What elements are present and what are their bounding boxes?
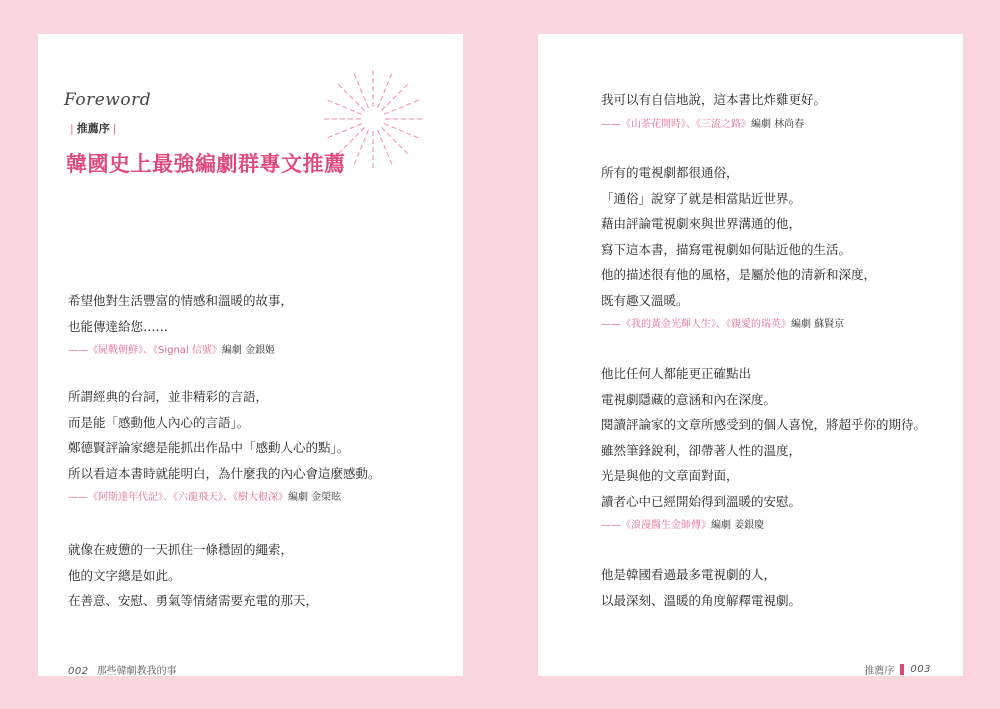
left-page <box>38 34 463 676</box>
starburst-ray <box>378 71 393 108</box>
author-credit <box>68 486 458 510</box>
recommendation-block <box>68 384 458 510</box>
credit-author: 編劇 金榮眩 <box>288 492 342 503</box>
author-credit <box>601 113 961 137</box>
right-page <box>538 34 963 676</box>
body-line: 既有趣又溫暖。 <box>601 292 689 308</box>
starburst-ray <box>378 130 393 167</box>
page-footer <box>68 662 177 677</box>
body-line: 藉由評論電視劇來與世界溝通的他， <box>601 216 802 231</box>
body-line: 閱讀評論家的文章所感受到的個人喜悅，將超乎你的期待。 <box>601 417 927 432</box>
body-line: 鄭德賢評論家總是能抓出作品中「感動人心的點」。 <box>68 440 350 455</box>
recommendation-block <box>601 160 961 337</box>
credit-works: ——《阿斯達年代記》、《六龍飛天》、《樹大根深》 <box>68 492 288 503</box>
body-line: 以最深刻、溫暖的角度解釋電視劇。 <box>601 592 802 608</box>
author-credit <box>601 313 961 337</box>
body-line: 所謂經典的台詞，並非精彩的言語， <box>68 389 269 404</box>
body-line: 希望他對生活豐富的情感和溫暖的故事， <box>68 293 294 308</box>
credit-works: ——《浪漫醫生金師傅》 <box>601 520 711 531</box>
starburst-ray <box>353 71 368 108</box>
body-line: 所有的電視劇都很通俗， <box>601 165 739 180</box>
foreword-heading: Foreword <box>64 90 152 110</box>
body-line: 光是與他的文章面對面， <box>601 468 739 483</box>
author-credit <box>68 339 458 363</box>
recommendation-block <box>68 288 458 363</box>
author-credit <box>601 514 961 538</box>
recommendation-block <box>68 537 458 614</box>
credit-works: ——《我的黃金光輝人生》、《親愛的瑞英》 <box>601 319 791 330</box>
credit-author: 編劇 金銀姬 <box>221 345 276 356</box>
page-number: 002 <box>68 666 89 677</box>
body-line: 所以看這本書時就能明白，為什麼我的內心會這麼感動。 <box>68 465 381 481</box>
body-line: 也能傳達給您…… <box>68 318 169 334</box>
starburst-ray <box>384 124 421 139</box>
body-line: 讀者心中已經開始得到溫暖的安慰。 <box>601 493 802 509</box>
body-line: 寫下這本書，描寫電視劇如何貼近他的生活。 <box>601 241 852 257</box>
running-section: 推薦序 <box>864 666 895 677</box>
body-line: 他的文字總是如此。 <box>68 567 181 583</box>
credit-author: 編劇 姜銀慶 <box>711 520 765 531</box>
credit-author: 編劇 蘇賢京 <box>791 319 845 330</box>
starburst-ray <box>384 99 421 114</box>
divider-bar: | <box>70 122 74 135</box>
credit-works: ——《屍戰朝鮮》、《Signal 信號》 <box>68 345 222 356</box>
body-line: 就像在疲憊的一天抓住一條穩固的繩索， <box>68 542 294 557</box>
body-line: 我可以有自信地說，這本書比炸雞更好。 <box>601 92 827 107</box>
section-label <box>67 120 119 136</box>
recommendation-block <box>601 361 961 538</box>
body-line: 而是能「感動他人內心的言語」。 <box>68 414 250 430</box>
recommendation-block <box>601 87 961 137</box>
starburst-ray <box>336 82 364 110</box>
page-footer <box>864 662 931 677</box>
section-label-text: 推薦序 <box>76 122 110 135</box>
starburst-ray <box>381 127 409 155</box>
page-number: 003 <box>910 664 931 675</box>
body-line: 他是韓國看過最多電視劇的人， <box>601 567 777 582</box>
starburst-ray <box>325 99 362 114</box>
body-line: 電視劇隱藏的意涵和內在深度。 <box>601 391 777 407</box>
body-line: 他的描述很有他的風格，是屬於他的清新和深度， <box>601 267 877 282</box>
section-marker <box>900 664 904 675</box>
running-title: 那些韓劇教我的事 <box>96 666 177 677</box>
starburst-ray <box>353 130 368 167</box>
page-headline: 韓國史上最強編劇群專文推薦 <box>66 152 346 176</box>
divider-bar: | <box>112 122 117 135</box>
starburst-ray <box>325 124 362 139</box>
credit-author: 編劇 林尚春 <box>751 118 805 130</box>
starburst-ray <box>381 82 409 110</box>
body-line: 他比任何人都能更正確點出 <box>601 366 752 381</box>
body-line: 在善意、安慰、勇氣等情緒需要充電的那天， <box>68 593 319 608</box>
recommendation-block <box>601 562 961 613</box>
credit-works: ——《山茶花開時》、《三流之路》 <box>601 118 751 130</box>
body-line: 「通俗」說穿了就是相當貼近世界。 <box>601 190 802 206</box>
body-line: 雖然筆鋒銳利，卻帶著人性的溫度， <box>601 442 802 458</box>
